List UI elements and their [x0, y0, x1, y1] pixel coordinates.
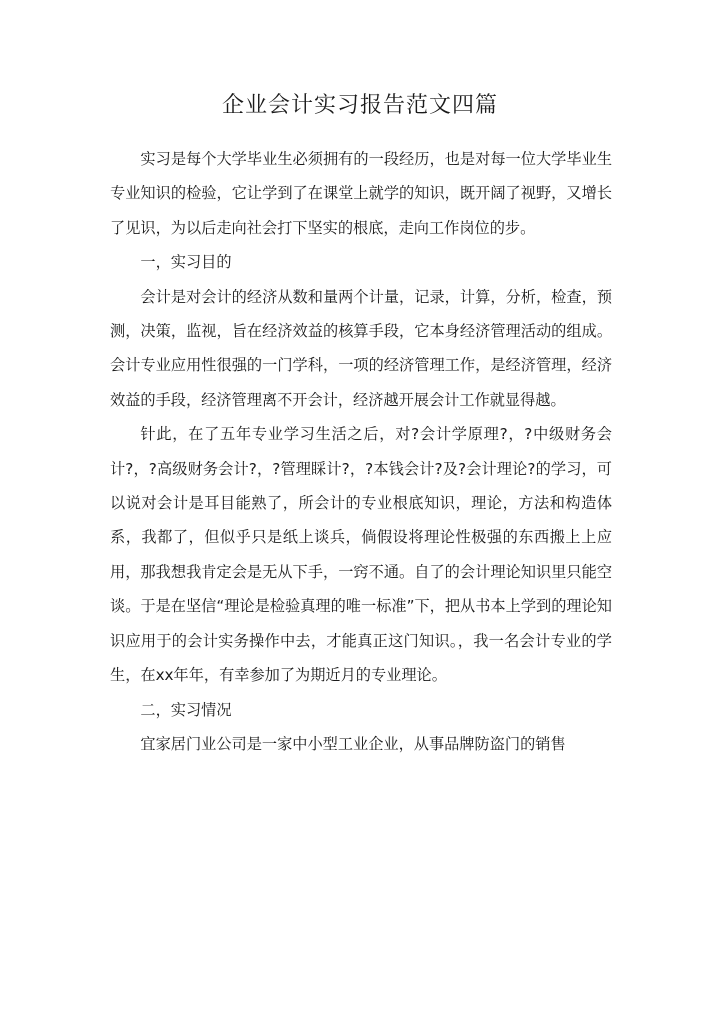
- company-paragraph: 宜家居门业公司是一家中小型工业企业，从事品牌防盗门的销售: [140, 734, 566, 753]
- section-heading-situation: 二，实习情况: [140, 700, 232, 719]
- document-body: [110, 142, 612, 761]
- study-paragraph: 针此，在了五年专业学习生活之后，对?会计学原理?，?中级财务会计?，?高级财务会计?，?管理睬计?，?本钱会计?及?会计理论?的学习，可以说对会计是耳目能熟了，所会计的专业根底知识，理论，方法和构造体系，我都了，但似乎只是纸上谈兵，倘假设将理论性极强的东西搬上上应用，那我想我肯定会是无从下手，一窍不通。自了的会计理论知识里只能空谈。于是在坚信“理论是检验真理的唯一标准”下，把从书本上学到的理论知识应用于的会计实务操作中去，才能真正这门知识。，我一名会计专业的学生，在xx年年，有幸参加了为期近月的专业理论。: [110, 425, 612, 685]
- section-heading-purpose: 一，实习目的: [140, 253, 232, 272]
- purpose-paragraph: 会计是对会计的经济从数和量两个计量，记录，计算，分析，检查，预测，决策，监视，旨在经济效益的核算手段，它本身经济管理活动的组成。会计专业应用性很强的一门学科，一项的经济管理工作，是经济管理，经济效益的手段，经济管理离不开会计，经济越开展会计工作就显得越。: [110, 287, 612, 409]
- document-title: 企业会计实习报告范文四篇: [221, 93, 498, 118]
- intro-paragraph: 实习是每个大学毕业生必须拥有的一段经历，也是对每一位大学毕业生专业知识的检验，它让学到了在课堂上就学的知识，既开阔了视野，又增长了见识，为以后走向社会打下坚实的根底，走向工作岗位的步。: [110, 150, 612, 237]
